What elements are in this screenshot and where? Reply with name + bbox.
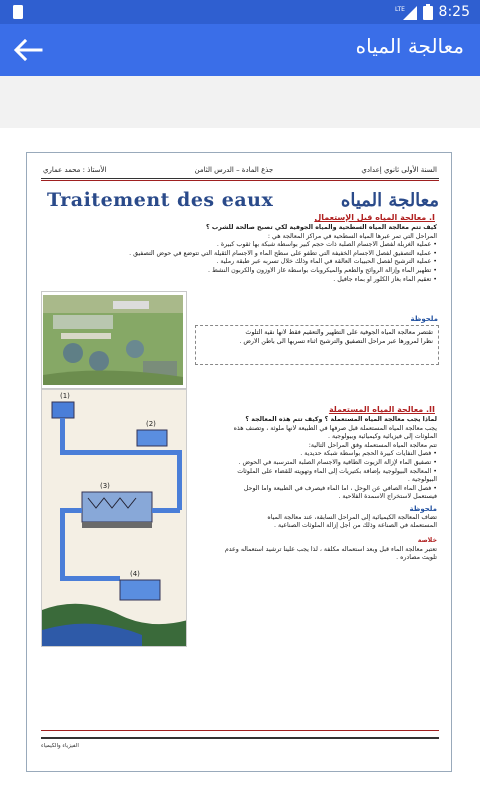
note-line: تقتصر معالجة المياه الجوفية على التطهير والتعقيم فقط لأنها نقية التلوث [245,329,433,336]
note-heading: ملحوظة [410,315,438,323]
section-2-line: • تصفيق الماء لإزالة الزيوت الطافية والأجسام الصلبة المترسبة في الحوض . [238,458,437,466]
note-box [195,315,439,365]
arrow-left-icon [13,39,43,61]
note-2-heading: ملحوظة [409,505,437,513]
title-french: Traitement des eaux [47,189,274,211]
section-1-line: المراحل التي تمر عبرها المياه السطحية في مراكز المعالجة هي : [267,232,437,240]
water-treatment-diagram [41,389,187,647]
header-subject: جذع المادة – الدرس الثامن [194,165,274,174]
status-indicators [395,2,470,22]
section-2-line: • فصل الماء الصافي عن الوحل ، أما الماء فيصرف في الطبيعة وأما الوحل [243,484,437,492]
section-2-line: البيولوجية . [407,476,437,484]
conclusion-heading: خلاصة [417,537,437,544]
clock: 8:25 [438,4,470,20]
section-1-line: • عملية التصفيق لفصل الأجسام الخفيفة التي تطفو على سطح الماء و الأجسام الثقيلة التي تتوضع في حوض التصفيق . [129,249,437,257]
footer-text: الفيزياء والكيمياء [41,743,79,749]
section-2-line: • المعالجة البيولوجية بإضافة بكتيريات إلى الماء وتهويته للقضاء على الملوثات [237,467,437,475]
section-2-line: يجب معالجة المياه المستعملة قبل صرفها في الطبيعة لأنها ملوثة ، وتصنف هذه [233,424,437,432]
status-bar [0,0,480,24]
footer-divider-red [41,730,439,731]
section-2-line: تتم معالجة المياه المستعملة وفق المراحل التالية: [308,441,437,449]
back-button[interactable] [8,30,48,70]
section-1-heading: I. معالجة المياه قبل الإستعمال [314,213,435,222]
section-1-line: • تطهير الماء وإزالة الروائح والطعم والميكروبات بواسطة غاز الأوزون والكربون النشط . [207,266,437,274]
section-2-line: الملوثات إلى فيزيائية وكيميائية وبيولوجية . [328,433,437,441]
section-1-line: • عملية الغربلة لفصل الأجسام الصلبة ذات حجم كبير بواسطة شبكة بها ثقوب كبيرة . [216,241,437,249]
notification-icon [12,4,24,20]
footer-divider [41,737,439,739]
note-2-line: تضاف المعالجة الكيميائية إلى المراحل السابقة، عند معالجة المياه [267,513,437,521]
header-level: السنة الأولى ثانوي إعدادي [361,165,437,174]
diagram-label-3: (3) [100,482,110,490]
conclusion-line: تلويث مصادره . [396,554,437,562]
header-divider [41,180,439,181]
section-1-line: كيف تتم معالجة المياه السطحية والمياه الجوفية لكي تصبح صالحة للشرب ؟ [206,224,437,231]
section-1-line: • عملية الترشيح لفصل الحبيبات العالقة في الماء وذلك خلال تسربه عبر طبقة رملية . [216,258,437,266]
section-1-body [41,224,437,284]
conclusion [189,537,437,563]
section-2-line: لماذا يجب معالجة المياه المستعملة ؟ وكيف تتم هذه المعالجة ؟ [245,416,437,423]
diagram-label-2: (2) [146,420,156,428]
svg-text:LTE: LTE [394,6,405,13]
section-2-heading: II. معالجة المياه المستعملة [328,405,435,414]
document-title [47,185,439,215]
section-2-line: • فصل النفايات كبيرة الحجم بواسطة شبكة حديدية . [300,450,437,458]
title-arabic: معالجة المياه [340,189,439,211]
conclusion-line: تعتبر معالجة الماء قبل وبعد استعماله مكلفة ، لذا يجب علينا ترشيد استعماله وعدم [224,545,437,553]
document-header [41,161,439,179]
note-2-line: المستعملة في الصناعة وذلك من أجل إزالة الملوثات الصناعية . [273,522,437,530]
page-title: معالجة المياه [355,34,464,58]
header-teacher: الأستاذ : محمد عماري [43,165,107,174]
section-2-line: فيستعمل لاستخراج الأسمدة الفلاحية . [338,493,437,501]
battery-icon [423,4,433,20]
ad-banner-area [0,76,480,128]
section-2-body [189,416,437,502]
note-2 [189,505,437,531]
signal-icon [395,4,417,20]
treatment-plant-photo [43,295,183,385]
diagram-label-1: (1) [60,392,70,400]
app-bar [0,24,480,76]
diagram-label-4: (4) [130,570,140,578]
document-page[interactable] [26,152,452,772]
note-line: نظرا لمرورها عبر مراحل التصفيق والترشيح أثناء تسربها الى باطن الأرض . [239,337,433,345]
section-1-line: • تعقيم الماء بغاز الكلور أو بماء جافيل . [333,275,437,283]
